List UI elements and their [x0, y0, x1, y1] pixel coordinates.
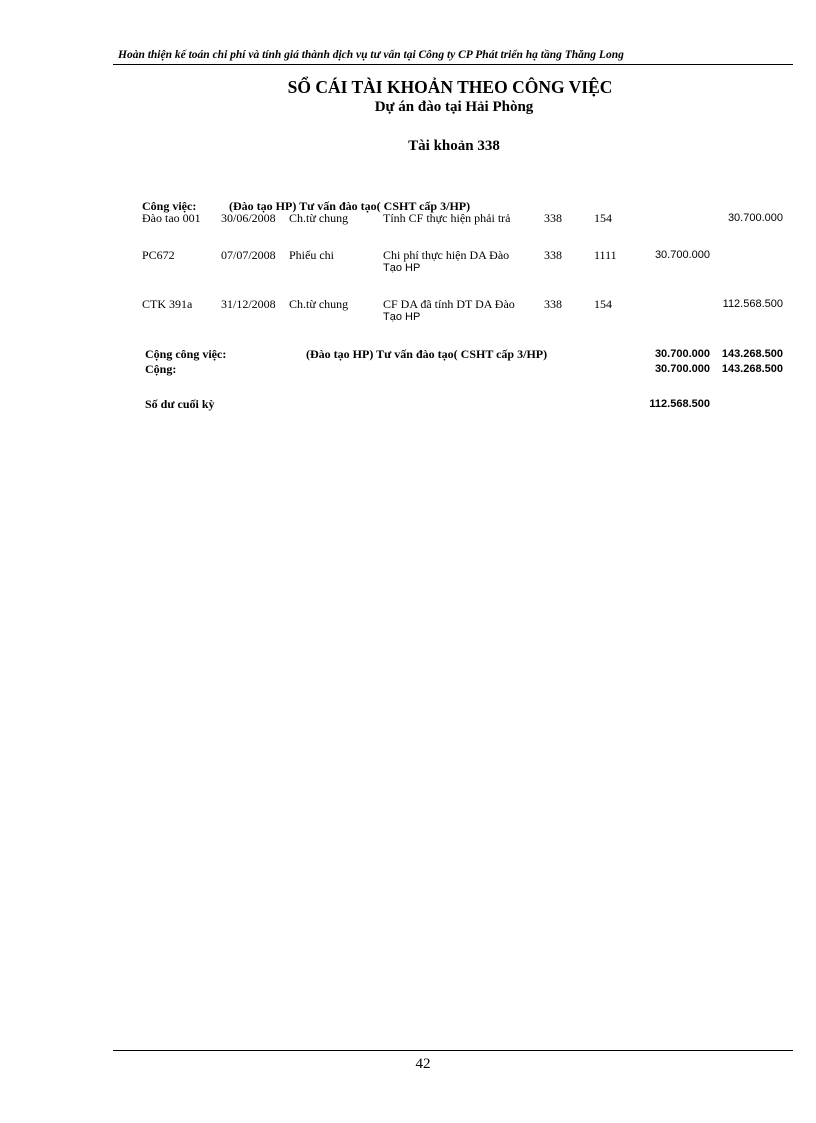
- row-counter-account: 154: [594, 297, 612, 311]
- job-total-label: Cộng công việc:: [145, 347, 227, 361]
- row-account: 338: [544, 248, 562, 262]
- row-counter-account: 1111: [594, 248, 617, 262]
- closing-balance-label: Số dư cuối kỳ: [145, 397, 215, 411]
- grand-total-label: Cộng:: [145, 362, 177, 376]
- row-doc-type: Ch.từ chung: [289, 297, 349, 311]
- row-description: Chi phí thực hiện DA Đào: [383, 248, 510, 262]
- document-title: SỔ CÁI TÀI KHOẢN THEO CÔNG VIỆC: [287, 77, 613, 97]
- row-date: 07/07/2008: [221, 248, 276, 262]
- document-subtitle: Dự án đào tại Hải Phòng: [374, 99, 534, 115]
- grand-total-credit: 143.268.500: [721, 363, 783, 375]
- job-total-name: (Đào tạo HP) Tư vấn đào tạo( CSHT cấp 3/HP): [306, 347, 548, 361]
- row-credit: 112.568.500: [722, 298, 783, 310]
- row-doc-no: CTK 391a: [142, 297, 193, 311]
- account-title: Tài khoản 338: [408, 138, 500, 154]
- row-description: CF DA đã tính DT DA Đào: [383, 297, 515, 311]
- job-name: (Đào tạo HP) Tư vấn đào tạo( CSHT cấp 3/HP): [229, 199, 471, 213]
- job-label: Công việc:: [142, 199, 197, 213]
- row-doc-no: PC672: [142, 248, 175, 262]
- row-doc-type: Ch.từ chung: [289, 211, 349, 225]
- row-debit: 30.700.000: [654, 249, 710, 261]
- row-credit: 30.700.000: [727, 212, 783, 224]
- header-divider: [113, 64, 793, 65]
- footer-divider: [113, 1050, 793, 1051]
- row-counter-account: 154: [594, 211, 612, 225]
- grand-total-debit: 30.700.000: [654, 363, 710, 375]
- row-description-cont: Tạo HP: [383, 311, 421, 323]
- closing-balance-value: 112.568.500: [649, 398, 710, 410]
- row-date: 31/12/2008: [221, 297, 276, 311]
- row-account: 338: [544, 211, 562, 225]
- row-doc-no: Đào tao 001: [142, 211, 201, 225]
- row-description-cont: Tạo HP: [383, 262, 421, 274]
- running-header: Hoàn thiện kế toán chi phí và tính giá thành dịch vụ tư vấn tại Công ty CP Phát triển hạ tầng Thăng Long: [118, 49, 624, 61]
- row-description: Tính CF thực hiện phải trả: [383, 211, 511, 225]
- job-total-credit: 143.268.500: [721, 348, 783, 360]
- row-account: 338: [544, 297, 562, 311]
- job-total-debit: 30.700.000: [654, 348, 710, 360]
- page-number: 42: [415, 1056, 431, 1072]
- row-date: 30/06/2008: [221, 211, 276, 225]
- row-doc-type: Phiếu chi: [289, 248, 334, 262]
